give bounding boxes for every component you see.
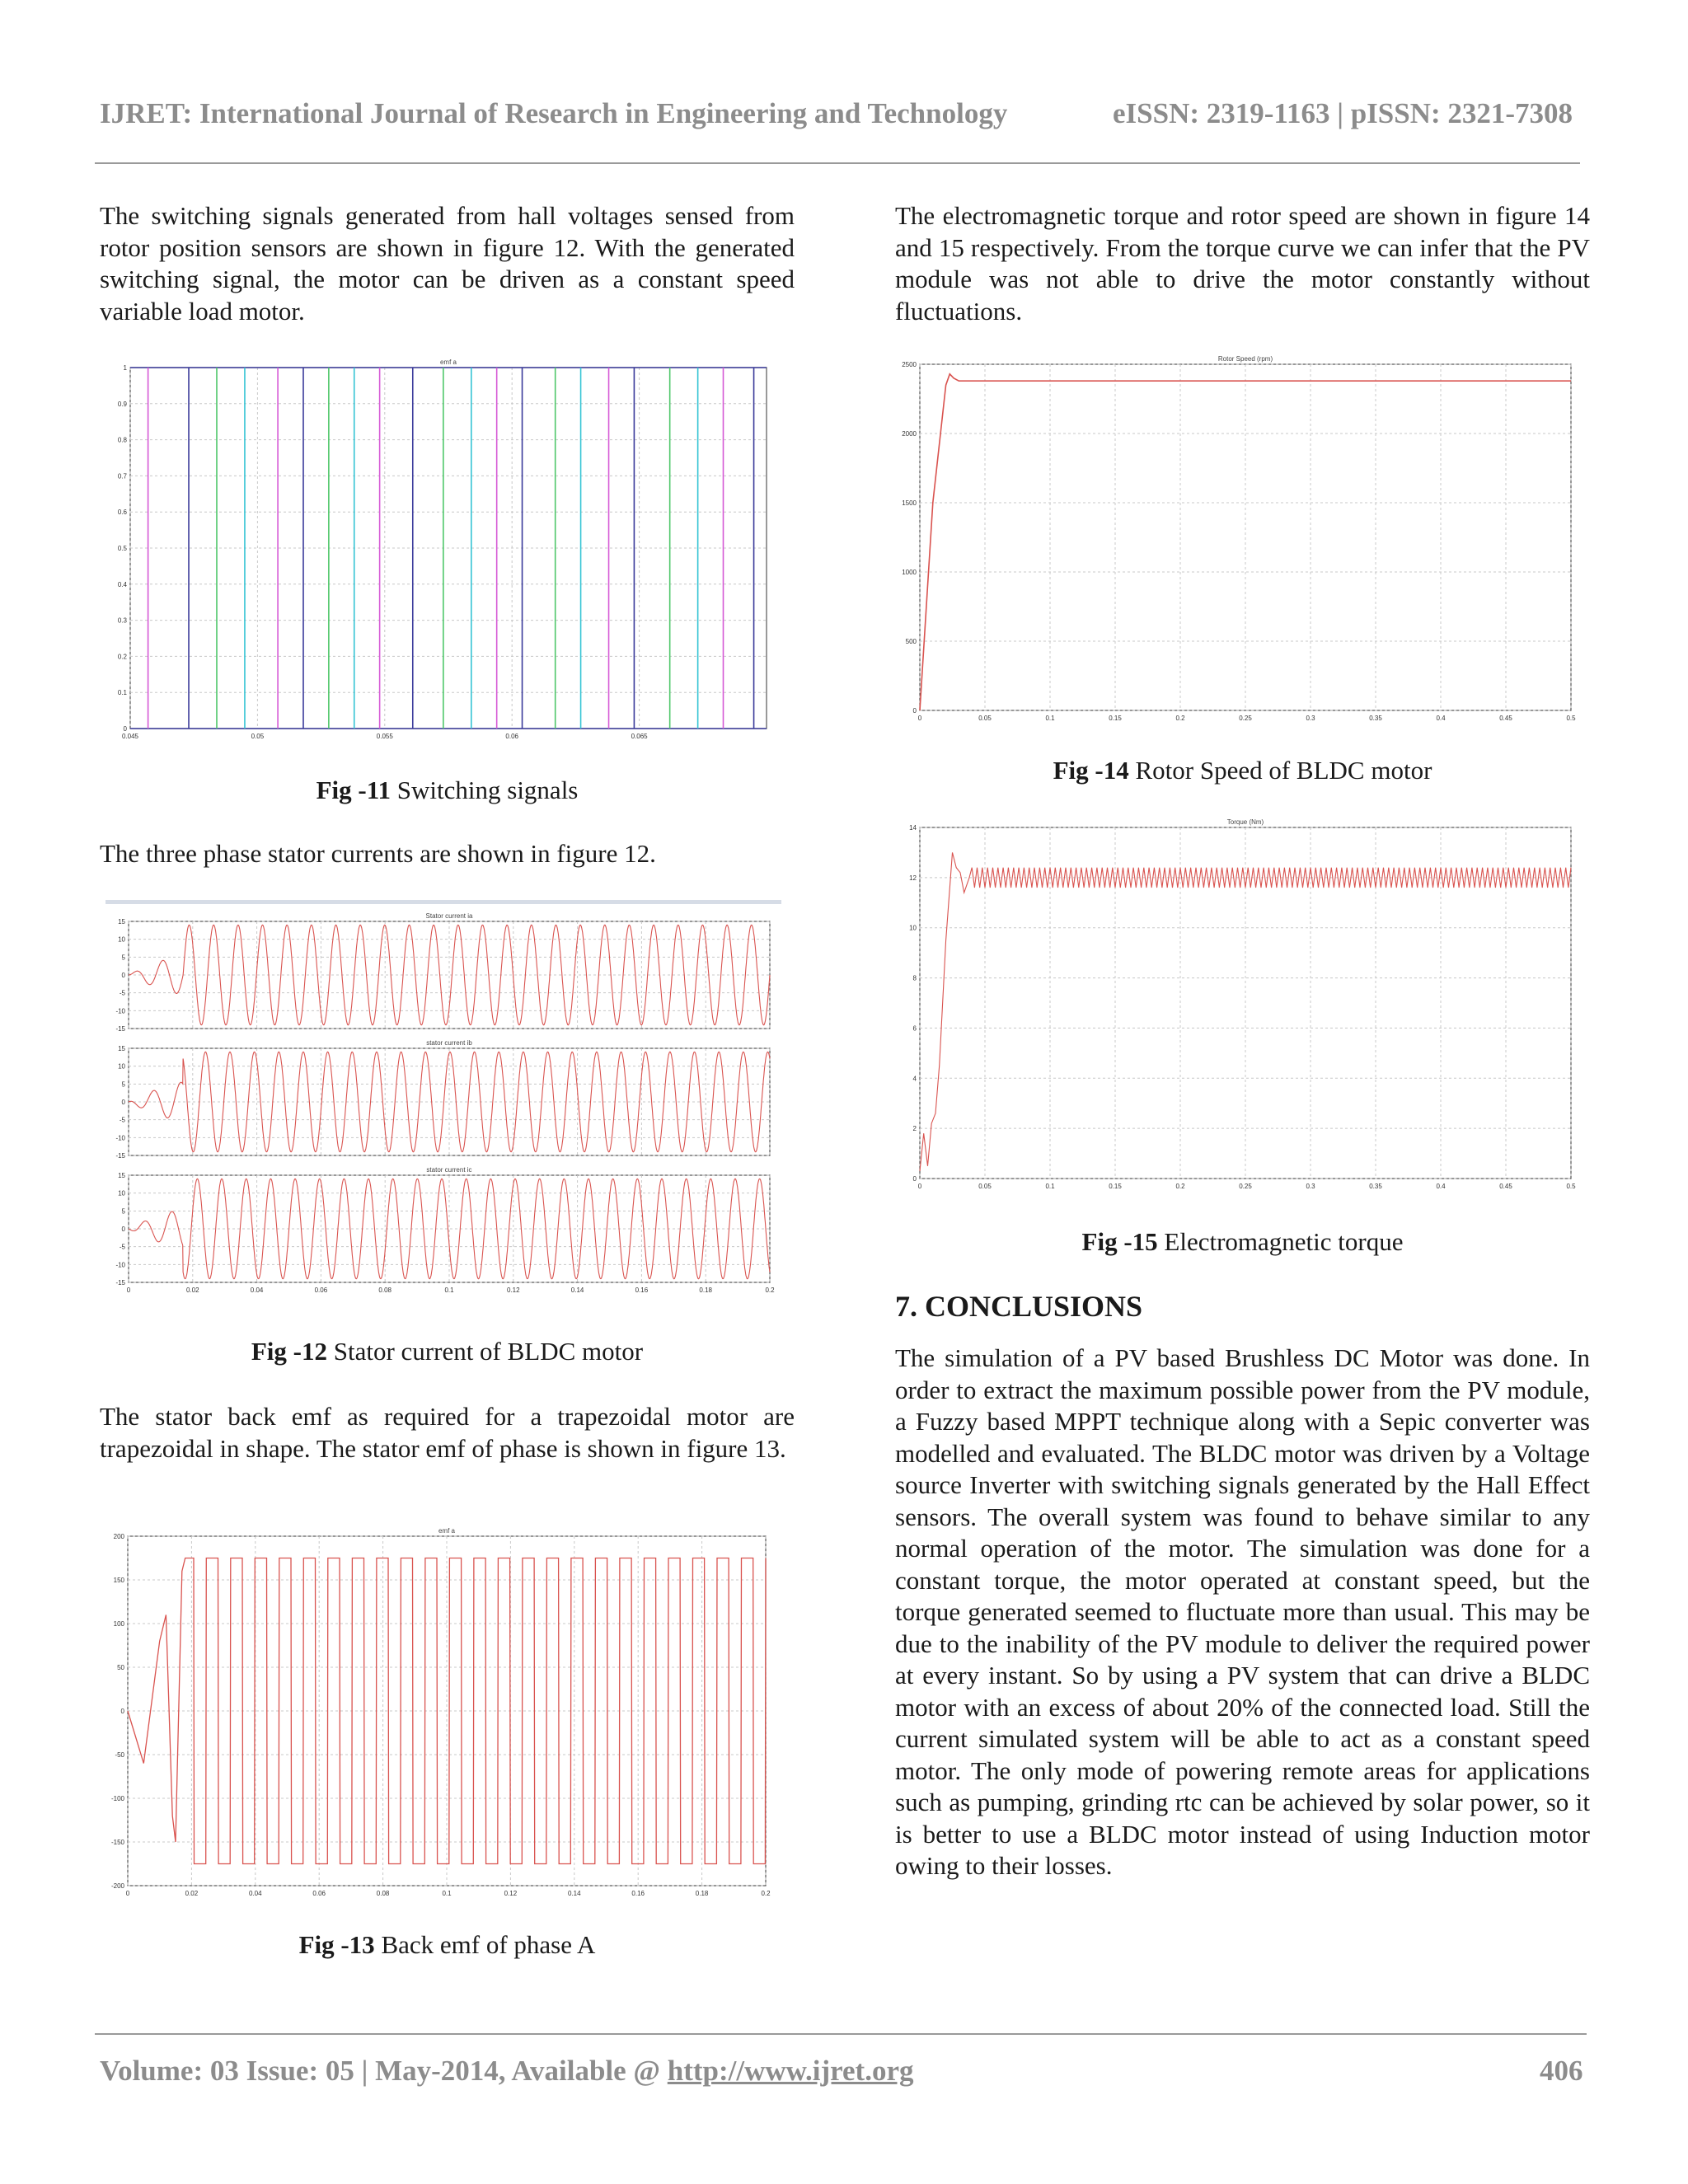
fig12-panel3-x-tick-label: 0.12: [507, 1286, 520, 1294]
fig12-panel3-y-tick-label: -5: [119, 1243, 125, 1251]
fig14-y-tick-label: 500: [905, 638, 917, 645]
paragraph-torque-speed: The electromagnetic torque and rotor speed are shown in figure 14 and 15 respectively. From the torque curve we can infer that the PV module was not able to drive the motor constantly without fluctuations.: [895, 201, 1590, 326]
caption-fig15-text: Electromagnetic torque: [1164, 1227, 1404, 1256]
fig12-panel3-x-tick-label: 0.18: [699, 1286, 712, 1294]
fig13-x-tick-label: 0.04: [249, 1890, 262, 1897]
fig13-x-tick-label: 0.1: [442, 1890, 452, 1897]
fig12-panel1-y-tick-label: -10: [115, 1007, 125, 1015]
caption-fig14-text: Rotor Speed of BLDC motor: [1135, 756, 1432, 785]
fig15-x-tick-label: 0.5: [1566, 1183, 1576, 1190]
fig12-panel2-y-tick-label: -10: [115, 1134, 125, 1142]
fig11-y-tick-label: 0.3: [117, 616, 127, 625]
torque-plot: [898, 816, 1582, 1195]
fig14-y-tick-label: 1500: [902, 499, 917, 507]
fig12-panel3-y-tick-label: 15: [118, 1172, 125, 1179]
fig12-panel3-y-tick-label: -10: [115, 1261, 125, 1269]
stator-current-plot: [106, 900, 781, 1304]
fig12-panel3-x-tick-label: 0.02: [186, 1286, 199, 1294]
caption-fig15: [895, 1227, 1590, 1257]
fig13-x-tick-label: 0.18: [695, 1890, 709, 1897]
fig13-x-tick-label: 0.14: [568, 1890, 581, 1897]
fig11-x-tick-label: 0.055: [376, 733, 393, 740]
fig15-x-tick-label: 0.05: [978, 1183, 992, 1190]
fig14-y-tick-label: 2000: [902, 430, 917, 438]
fig12-panel3-x-tick-label: 0.08: [378, 1286, 392, 1294]
fig12-panel2-y-tick-label: -15: [115, 1152, 125, 1160]
fig14-x-tick-label: 0.5: [1566, 715, 1576, 722]
fig13-x-tick-label: 0.16: [631, 1890, 645, 1897]
fig12-panel3-x-tick-label: 0: [126, 1286, 131, 1294]
fig14-x-tick-label: 0.45: [1499, 715, 1512, 722]
footer-volume-text: Volume: 03 Issue: 05 | May-2014, Available @: [100, 2055, 668, 2087]
fig11-y-tick-label: 0.6: [117, 509, 127, 517]
fig15-y-tick-label: 6: [912, 1024, 917, 1033]
caption-fig11-text: Switching signals: [396, 776, 579, 804]
fig15-x-tick-label: 0.4: [1436, 1183, 1446, 1190]
fig11-title: emf a: [439, 359, 457, 366]
fig13-y-tick-label: 100: [113, 1620, 124, 1628]
fig12-toolbar-strip: [106, 900, 781, 904]
fig12-panel3-x-tick-label: 0.16: [635, 1286, 649, 1294]
switching-signals-plot: [115, 358, 775, 745]
fig12-panel1-title: Stator current ia: [425, 912, 473, 920]
caption-fig11-number: Fig -11: [316, 776, 392, 804]
fig14-y-tick-label: 2500: [902, 361, 917, 368]
fig14-x-tick-label: 0.3: [1306, 715, 1315, 722]
fig15-y-tick-label: 10: [909, 924, 917, 932]
fig13-x-tick-label: 0.02: [185, 1890, 199, 1897]
fig11-y-tick-label: 0.8: [117, 436, 127, 444]
fig14-title: Rotor Speed (rpm): [1217, 355, 1273, 363]
fig15-x-tick-label: 0.1: [1045, 1183, 1055, 1190]
paragraph-back-emf: The stator back emf as required for a trapezoidal motor are trapezoidal in shape. The stator emf of phase is shown in figure 13.: [100, 1402, 795, 1463]
fig12-panel1-y-tick-label: 5: [121, 954, 125, 962]
caption-fig14: [895, 756, 1590, 785]
paragraph-switching: The switching signals generated from hall voltages sensed from rotor position sensors are shown in figure 12. With the generated switching signal, the motor can be driven as a constant speed variable load motor.: [100, 201, 795, 326]
fig13-y-tick-label: 150: [113, 1577, 124, 1584]
fig13-title: emf a: [438, 1527, 456, 1535]
fig12-panel3-x-tick-label: 0.06: [314, 1286, 328, 1294]
fig12-panel3-y-tick-label: 10: [118, 1189, 125, 1197]
figure-15: [898, 816, 1582, 1195]
section-heading-conclusions: 7. CONCLUSIONS: [895, 1290, 1143, 1323]
fig12-panel3-title: stator current ic: [426, 1166, 472, 1174]
paragraph-conclusions: The simulation of a PV based Brushless DC Motor was done. In order to extract the maximum possible power from the PV module, a Fuzzy based MPPT technique along with a Sepic converter was modelled and evaluated. The BLDC motor was driven by a Voltage source Inverter with switching signals generated by the Hall Effect sensors. The overall system was found to behave similar to any normal operation of the motor. The simulation was done for a constant torque, the motor operated at constant speed, but the torque generated seemed to fluctuate more than usual. This may be due to the inability of the PV module to deliver the required power at every instant. So by using a PV system that can drive a BLDC motor with an excess of about 20% of the connected load. Still the current simulated system will be able to act as a constant speed motor. The only mode of powering remote areas for applications such as pumping, grinding rtc can be achieved by solar power, so it is better to use a BLDC motor instead of using Induction motor owing to their losses.: [895, 1343, 1590, 1880]
fig12-panel3-x-tick-label: 0.14: [570, 1286, 584, 1294]
fig15-x-tick-label: 0: [917, 1183, 922, 1190]
fig13-y-tick-label: -200: [111, 1882, 124, 1890]
caption-fig12-number: Fig -12: [251, 1337, 327, 1366]
caption-fig13-number: Fig -13: [298, 1930, 375, 1959]
fig13-y-tick-label: -150: [111, 1839, 124, 1846]
fig11-y-tick-label: 1: [123, 364, 127, 372]
fig12-panel3-x-tick-label: 0.2: [765, 1286, 775, 1294]
fig13-x-tick-label: 0.08: [376, 1890, 390, 1897]
fig14-x-tick-label: 0: [917, 715, 922, 722]
fig11-x-tick-label: 0.06: [505, 733, 518, 740]
fig12-panel3-y-tick-label: 0: [121, 1226, 125, 1233]
fig13-y-tick-label: -100: [111, 1795, 124, 1802]
fig12-panel1-y-tick-label: 15: [118, 918, 125, 926]
figure-14: [898, 353, 1582, 729]
fig13-x-tick-label: 0: [125, 1890, 130, 1897]
fig14-x-tick-label: 0.2: [1175, 715, 1185, 722]
fig12-panel2-y-tick-label: -5: [119, 1116, 125, 1124]
fig12-panel2-y-tick-label: 0: [121, 1099, 125, 1106]
fig12-panel2-title: stator current ib: [426, 1039, 472, 1047]
fig14-x-tick-label: 0.35: [1369, 715, 1382, 722]
fig15-x-tick-label: 0.45: [1499, 1183, 1512, 1190]
fig11-y-tick-label: 0.9: [117, 400, 127, 408]
back-emf-plot: [111, 1523, 779, 1902]
fig15-x-tick-label: 0.3: [1306, 1183, 1315, 1190]
fig15-x-tick-label: 0.2: [1175, 1183, 1185, 1190]
fig14-y-tick-label: 0: [912, 707, 917, 715]
fig11-y-tick-label: 0: [123, 725, 127, 733]
fig12-panel3-x-tick-label: 0.1: [444, 1286, 454, 1294]
paragraph-stator-currents: The three phase stator currents are shown in figure 12.: [100, 839, 656, 868]
fig15-y-tick-label: 4: [912, 1075, 917, 1083]
fig11-x-tick-label: 0.05: [251, 733, 265, 740]
footer-volume: [100, 2055, 914, 2088]
fig13-y-tick-label: 0: [120, 1708, 124, 1715]
caption-fig14-number: Fig -14: [1053, 756, 1129, 785]
journal-title: IJRET: International Journal of Research in Engineering and Technology: [100, 97, 1008, 129]
fig14-x-tick-label: 0.4: [1436, 715, 1446, 722]
fig15-y-tick-label: 8: [912, 974, 917, 982]
fig13-x-tick-label: 0.06: [312, 1890, 326, 1897]
fig15-title: Torque (Nm): [1226, 818, 1264, 826]
page-number: 406: [1540, 2055, 1583, 2087]
issn: eISSN: 2319-1163 | pISSN: 2321-7308: [1113, 97, 1573, 129]
fig12-panel3-y-tick-label: 5: [121, 1207, 125, 1216]
journal-link[interactable]: http://www.ijret.org: [667, 2055, 914, 2087]
fig12-panel2-y-tick-label: 15: [118, 1045, 125, 1052]
fig12-panel3-y-tick-label: -15: [115, 1279, 125, 1286]
fig11-y-tick-label: 0.1: [117, 689, 127, 697]
caption-fig13: [100, 1930, 795, 1960]
fig13-y-tick-label: 50: [117, 1664, 124, 1671]
fig12-panel3-x-tick-label: 0.04: [250, 1286, 264, 1294]
fig14-x-tick-label: 0.1: [1045, 715, 1055, 722]
caption-fig15-number: Fig -15: [1081, 1227, 1158, 1256]
fig14-x-tick-label: 0.25: [1239, 715, 1252, 722]
fig15-x-tick-label: 0.25: [1239, 1183, 1252, 1190]
fig13-y-tick-label: -50: [115, 1751, 124, 1759]
figure-13: [111, 1523, 779, 1902]
fig11-x-tick-label: 0.065: [631, 733, 648, 740]
fig14-y-tick-label: 1000: [902, 569, 917, 576]
fig15-x-tick-label: 0.15: [1109, 1183, 1122, 1190]
fig12-panel2-y-tick-label: 5: [121, 1080, 125, 1089]
fig12-panel1-y-tick-label: -15: [115, 1025, 125, 1033]
fig12-panel1-y-tick-label: 0: [121, 972, 125, 979]
fig11-y-tick-label: 0.7: [117, 472, 127, 480]
fig13-x-tick-label: 0.12: [504, 1890, 518, 1897]
header-divider: [95, 162, 1580, 164]
fig11-y-tick-label: 0.5: [117, 545, 127, 552]
figure-11: [115, 358, 775, 745]
fig14-x-tick-label: 0.15: [1109, 715, 1122, 722]
rotor-speed-plot: [898, 353, 1582, 729]
caption-fig12-text: Stator current of BLDC motor: [333, 1337, 644, 1366]
fig12-panel1-y-tick-label: -5: [119, 989, 125, 997]
fig13-x-tick-label: 0.2: [761, 1890, 771, 1897]
fig11-y-tick-label: 0.2: [117, 653, 127, 661]
fig11-y-tick-label: 0.4: [117, 580, 127, 588]
caption-fig13-text: Back emf of phase A: [381, 1930, 596, 1959]
caption-fig11: [100, 776, 795, 805]
fig15-y-tick-label: 12: [909, 874, 917, 882]
figure-12: [106, 900, 781, 1304]
fig14-x-tick-label: 0.05: [978, 715, 992, 722]
fig15-y-tick-label: 0: [912, 1175, 917, 1183]
fig15-y-tick-label: 14: [909, 824, 917, 832]
caption-fig12: [100, 1337, 795, 1366]
fig11-x-tick-label: 0.045: [121, 733, 139, 740]
fig13-y-tick-label: 200: [113, 1533, 124, 1540]
fig12-panel2-y-tick-label: 10: [118, 1062, 125, 1071]
footer-divider: [95, 2033, 1587, 2035]
fig12-panel1-y-tick-label: 10: [118, 935, 125, 944]
fig15-x-tick-label: 0.35: [1369, 1183, 1382, 1190]
fig15-y-tick-label: 2: [912, 1125, 917, 1133]
